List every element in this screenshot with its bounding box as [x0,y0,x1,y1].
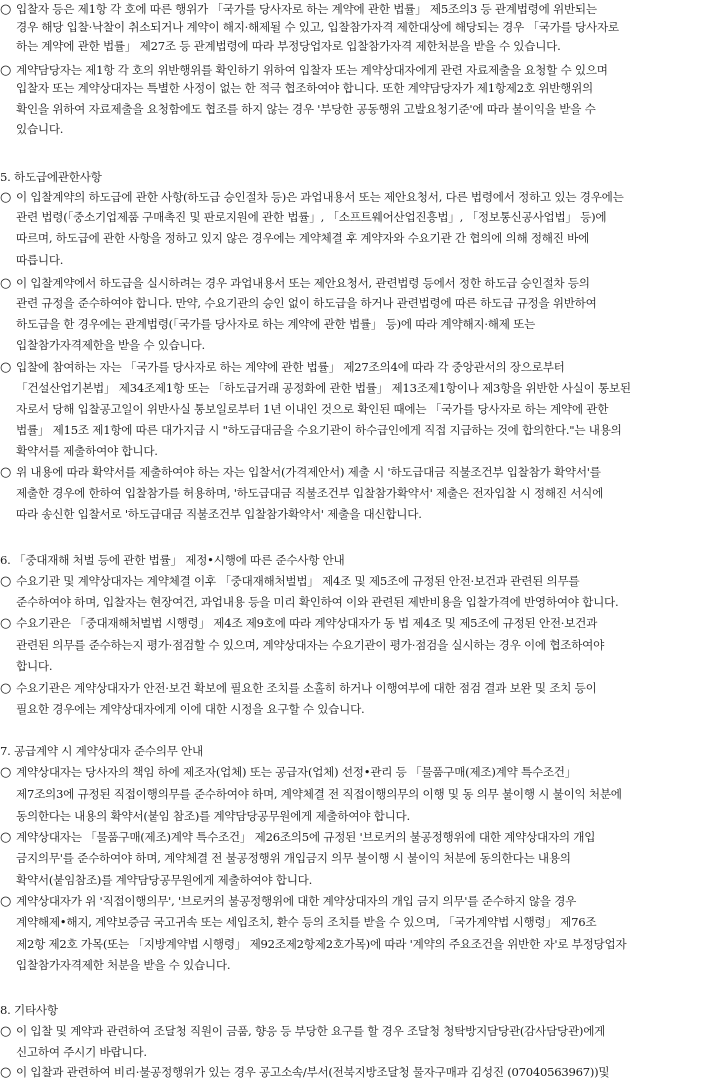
continuation-line [0,19,718,37]
continuation-text: 제2항 제2호 가목(또는 「지방계약법 시행령」 제92조제2항제2호가목)에 따라 '계약의 주요조건을 위반한 자'로 부정당업자 [16,937,627,951]
continuation-text: 입찰참가자격제한 처분을 받을 수 있습니다. [16,958,231,972]
continuation-line [0,1044,718,1062]
continuation-line [0,380,718,398]
bullet-item-text: 이 입찰계약에서 하도급을 실시하려는 경우 과업내용서 또는 제안요청서, 관련법령 등에서 정한 하도급 승인절차 등의 [16,276,590,290]
section-heading [0,552,718,570]
bullet-item-text: 수요기관 및 계약상대자는 계약체결 이후 「중대재해처벌법」 제4조 및 제5조에 규정된 안전·보건과 관련된 의무를 [16,574,580,588]
bullet-item-text: 계약담당자는 제1항 각 호의 위반행위를 확인하기 위하여 입찰자 또는 계약상대자에게 관련 자료제출을 요청할 수 있으며 [16,63,608,77]
bullet-item-text: 이 입찰계약의 하도급에 관한 사항(하도급 승인절차 등)은 과업내용서 또는 제안요청서, 다른 법령에서 정하고 있는 경우에는 [16,190,624,204]
continuation-line [0,701,718,719]
section-heading [0,169,718,187]
bullet-item-text: 계약상대자는 당사자의 책임 하에 제조자(업체) 또는 공급자(업체) 선정•관리 등 「물품구매(제조)계약 특수조건」 [16,765,577,779]
continuation-text: 확약서를 제출하여야 합니다. [16,444,158,458]
bullet-item-line [0,893,718,911]
section-heading-text: 8. 기타사항 [0,1003,58,1017]
continuation-line [0,337,718,355]
circle-bullet-icon: ○ [0,360,12,375]
continuation-text: 제출한 경우에 한하여 입찰참가를 허용하며, '하도급대금 직불조건부 입찰참가확약서' 제출은 전자입찰 시 정해진 서식에 [16,486,604,500]
continuation-text: 관련 법령(「중소기업제품 구매촉진 및 판로지원에 관한 법률」, 「소프트웨어산업진흥법」, 「정보통신공사업법」 등)에 [16,210,607,224]
continuation-line [0,850,718,868]
bullet-item-line [0,189,718,207]
circle-bullet-icon: ○ [0,63,12,78]
continuation-text: 확인을 위하여 자료제출을 요청함에도 협조를 하지 않는 경우 '부당한 공동행위 고발요청기준'에 따라 불이익을 받을 수 [16,102,596,116]
continuation-text: 자로서 당해 입찰공고일이 위반사실 통보일로부터 1년 이내인 것으로 확인된 때에는 「국가를 당사자로 하는 계약에 관한 [16,402,609,416]
continuation-line [0,658,718,676]
continuation-text: 「건설산업기본법」 제34조제1항 또는 「하도급거래 공정화에 관한 법률」 제13조제1항이나 제3항을 위반한 사실이 통보된 [16,381,631,395]
continuation-text: 입찰참가자격제한을 받을 수 있습니다. [16,338,205,352]
continuation-text: 법률」 제15조 제1항에 따른 대가지급 시 "하도급대금을 수요기관이 하수급인에게 직접 지급하는 것에 합의한다."는 내용의 [16,423,622,437]
circle-bullet-icon: ○ [0,574,12,589]
continuation-text: 준수하여야 하며, 입찰자는 현장여건, 과업내용 등을 미리 확인하여 이와 관련된 제반비용을 입찰가격에 반영하여야 합니다. [16,595,619,609]
continuation-text: 필요한 경우에는 계약상대자에게 이에 대한 시정을 요구할 수 있습니다. [16,702,365,716]
continuation-line [0,230,718,248]
continuation-text: 하는 계약에 관한 법률」 제27조 등 관계법령에 따라 부정당업자로 입찰참가자격 제한처분을 받을 수 있습니다. [16,39,561,53]
continuation-text: 확약서(붙임참조)를 계약담당공무원에게 제출하여야 합니다. [16,873,313,887]
section-heading-text: 6. 「중대재해 처벌 등에 관한 법률」 제정•시행에 따른 준수사항 안내 [0,553,345,567]
bullet-item-text: 수요기관은 계약상대자가 안전·보건 확보에 필요한 조치를 소홀히 하거나 이행여부에 대한 점검 결과 보완 및 조치 등이 [16,681,597,695]
bullet-item-text: 입찰에 참여하는 자는 「국가를 당사자로 하는 계약에 관한 법률」 제27조의4에 따라 각 중앙관서의 장으로부터 [16,360,565,374]
continuation-text: 경우 해당 입찰·낙찰이 취소되거나 계약이 해지·해제될 수 있고, 입찰참가자격 제한대상에 해당되는 경우 「국가를 당사자로 [16,20,619,34]
continuation-text: 따릅니다. [16,253,64,267]
bullet-item-line [0,62,718,80]
continuation-line [0,957,718,975]
continuation-line [0,594,718,612]
continuation-line [0,209,718,227]
circle-bullet-icon: ○ [0,190,12,205]
bullet-item-line [0,1023,718,1041]
continuation-text: 하도급을 한 경우에는 관계법령(「국가를 당사자로 하는 계약에 관한 법률」 등)에 따라 계약해지·해제 또는 [16,317,536,331]
continuation-line [0,485,718,503]
bullet-item-text: 계약상대자는 「물품구매(제조)계약 특수조건」 제26조의5에 규정된 '브로커의 불공정행위에 대한 계약상대자의 개입 [16,830,596,844]
circle-bullet-icon: ○ [0,616,12,631]
continuation-line [0,252,718,270]
continuation-line [0,101,718,119]
section-heading-text: 5. 하도급에관한사항 [0,170,102,184]
circle-bullet-icon: ○ [0,2,12,17]
circle-bullet-icon: ○ [0,465,12,480]
continuation-line [0,914,718,932]
bullet-item-line [0,829,718,847]
circle-bullet-icon: ○ [0,1024,12,1039]
section-heading [0,743,718,761]
bullet-item-text: 수요기관은 「중대재해처벌법 시행령」 제4조 제9호에 따라 계약상대자가 동 법 제4조 및 제5조에 규정된 안전·보건과 [16,616,598,630]
continuation-line [0,808,718,826]
continuation-text: 관련 규정을 준수하여야 합니다. 만약, 수요기관의 승인 없이 하도급을 하거나 관련법령에 따른 하도급 규정을 위반하여 [16,296,597,310]
circle-bullet-icon: ○ [0,276,12,291]
bullet-item-text: 이 입찰과 관련하여 비리·불공정행위가 있는 경우 공고소속/부서(전북지방조달청 물자구매과 김성진 (07040563967))및 [16,1065,610,1079]
bullet-item-line [0,615,718,633]
continuation-text: 합니다. [16,659,53,673]
continuation-text: 관련된 의무를 준수하는지 평가·점검할 수 있으며, 계약상대자는 수요기관이 평가·점검을 실시하는 경우 이에 협조하여야 [16,638,605,652]
circle-bullet-icon: ○ [0,765,12,780]
continuation-text: 있습니다. [16,122,64,136]
circle-bullet-icon: ○ [0,1065,12,1080]
continuation-text: 금지의무'를 준수하여야 하며, 계약체결 전 불공정행위 개입금지 의무 불이행 시 불이익 처분에 동의한다는 내용의 [16,851,571,865]
bullet-item-text: 계약상대자가 위 '직접이행의무', '브로커의 불공정행위에 대한 계약상대자의 개입 금지 의무'를 준수하지 않을 경우 [16,894,577,908]
continuation-line [0,121,718,139]
continuation-line [0,422,718,440]
continuation-line [0,637,718,655]
continuation-text: 제7조의3에 규정된 직접이행의무를 준수하여야 하며, 계약체결 전 직접이행의무의 이행 및 동 의무 불이행 시 불이익 처분에 [16,787,622,801]
continuation-text: 동의한다는 내용의 확약서(붙임 참조)를 계약담당공무원에게 제출하여야 합니다. [16,809,410,823]
continuation-line [0,443,718,461]
bullet-item-line [0,680,718,698]
bullet-item-line [0,573,718,591]
section-heading [0,1002,718,1020]
continuation-text: 입찰자 또는 계약상대자는 특별한 사정이 없는 한 적극 협조하여야 합니다. 또한 계약담당자가 제1항제2호 위반행위의 [16,81,593,95]
continuation-text: 신고하여 주시기 바랍니다. [16,1045,147,1059]
section-heading-text: 7. 공급계약 시 계약상대자 준수의무 안내 [0,744,203,758]
continuation-line [0,38,718,56]
bullet-item-line [0,464,718,482]
circle-bullet-icon: ○ [0,894,12,909]
continuation-line [0,401,718,419]
continuation-line [0,316,718,334]
continuation-line [0,80,718,98]
continuation-line [0,786,718,804]
continuation-text: 따르며, 하도급에 관한 사항을 정하고 있지 않은 경우에는 계약체결 후 계약자와 수요기관 간 협의에 의해 정해진 바에 [16,231,590,245]
continuation-line [0,936,718,954]
continuation-text: 따라 송신한 입찰서로 '하도급대금 직불조건부 입찰참가확약서' 제출을 대신합니다. [16,507,422,521]
circle-bullet-icon: ○ [0,681,12,696]
bullet-item-line [0,275,718,293]
bullet-item-text: 이 입찰 및 계약과 관련하여 조달청 직원이 금품, 향응 등 부당한 요구를 할 경우 조달청 청탁방지담당관(감사담당관)에게 [16,1024,606,1038]
continuation-line [0,295,718,313]
bullet-item-line [0,359,718,377]
circle-bullet-icon: ○ [0,830,12,845]
bullet-item-line [0,1,718,19]
bullet-item-line [0,764,718,782]
bullet-item-text: 위 내용에 따라 확약서를 제출하여야 하는 자는 입찰서(가격제안서) 제출 시 '하도급대금 직불조건부 입찰참가 확약서'를 [16,465,601,479]
bullet-item-text: 입찰자 등은 제1항 각 호에 따른 행위가 「국가를 당사자로 하는 계약에 관한 법률」 제5조의3 등 관계법령에 위반되는 [16,2,597,16]
continuation-line [0,872,718,890]
bullet-item-line [0,1064,718,1082]
continuation-line [0,506,718,524]
continuation-text: 계약해제•해지, 계약보증금 국고귀속 또는 세입조치, 환수 등의 조치를 받을 수 있으며, 「국가계약법 시행령」 제76조 [16,915,597,929]
